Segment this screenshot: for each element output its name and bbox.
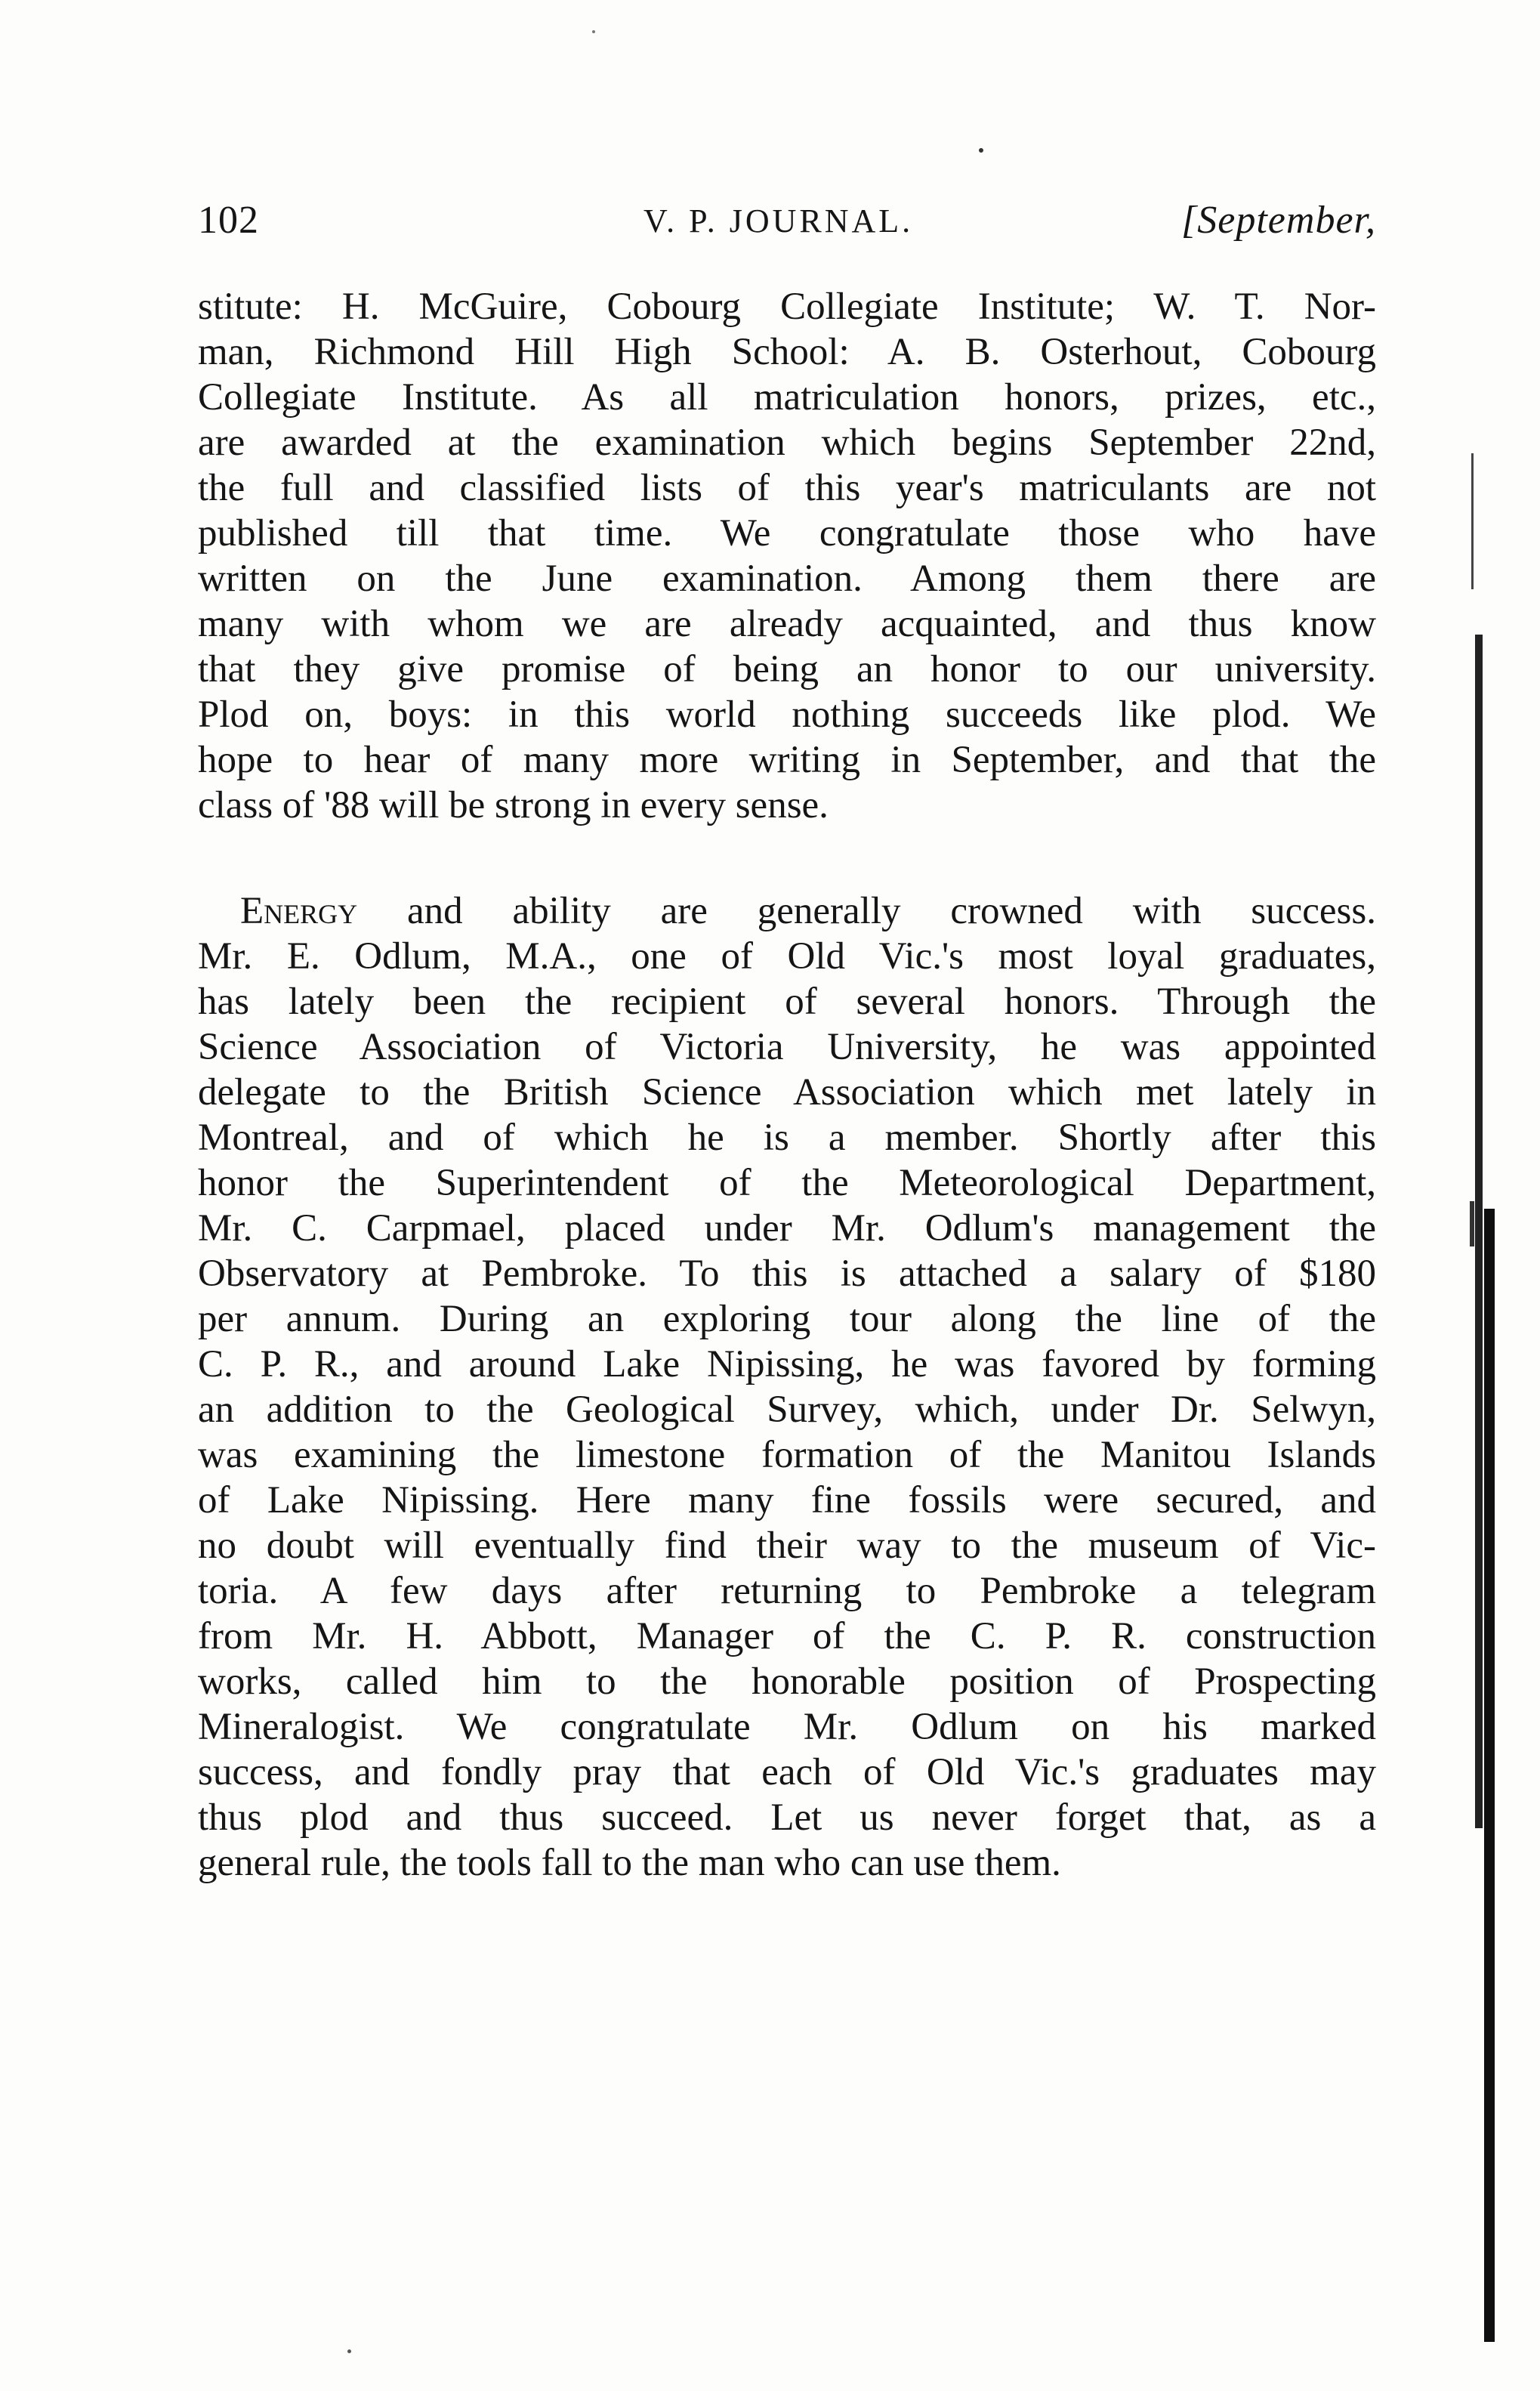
- scan-edge-shadow: [1475, 635, 1483, 1828]
- scan-speck: [979, 148, 983, 153]
- scan-edge-shadow: [1471, 453, 1474, 589]
- text-line: from Mr. H. Abbott, Manager of the C. P. R. construction: [198, 1615, 1376, 1657]
- text-line: many with whom we are already acquainted, and thus know: [198, 603, 1376, 645]
- text-line: works, called him to the honorable position of Prospecting: [198, 1660, 1376, 1703]
- text-line: thus plod and thus succeed. Let us never forget that, as a: [198, 1796, 1376, 1839]
- scan-edge-shadow: [1484, 1209, 1495, 2342]
- month-heading: [September,: [1181, 199, 1376, 242]
- first-line-rest: and ability are generally crowned with success.: [357, 890, 1376, 932]
- text-line: that they give promise of being an honor to our university.: [198, 648, 1376, 690]
- text-line: general rule, the tools fall to the man who can use them.: [198, 1842, 1061, 1884]
- text-line: Observatory at Pembroke. To this is attached a salary of $180: [198, 1253, 1376, 1295]
- text-line: stitute: H. McGuire, Cobourg Collegiate Institute; W. T. Nor-: [198, 286, 1376, 328]
- text-line: Montreal, and of which he is a member. Shortly after this: [198, 1117, 1376, 1159]
- text-line: Mr. C. Carpmael, placed under Mr. Odlum's management the: [198, 1207, 1376, 1250]
- text-line: Collegiate Institute. As all matriculation honors, prizes, etc.,: [198, 376, 1376, 419]
- journal-title: V. P. JOURNAL.: [643, 202, 914, 239]
- text-line: Mr. E. Odlum, M.A., one of Old Vic.'s most loyal graduates,: [198, 935, 1376, 978]
- text-line: published till that time. We congratulate those who have: [198, 512, 1376, 555]
- text-line: honor the Superintendent of the Meteorological Department,: [198, 1162, 1376, 1204]
- text-line: C. P. R., and around Lake Nipissing, he was favored by forming: [198, 1343, 1376, 1385]
- text-line: toria. A few days after returning to Pembroke a telegram: [198, 1570, 1376, 1612]
- text-line: hope to hear of many more writing in September, and that the: [198, 739, 1376, 781]
- scan-edge-shadow: [1470, 1201, 1474, 1246]
- scan-speck: [592, 30, 595, 33]
- text-line: an addition to the Geological Survey, which, under Dr. Selwyn,: [198, 1389, 1376, 1431]
- text-line: success, and fondly pray that each of Old Vic.'s graduates may: [198, 1751, 1376, 1793]
- text-line: Mineralogist. We congratulate Mr. Odlum on his marked: [198, 1706, 1376, 1748]
- text-line: per annum. During an exploring tour along the line of the: [198, 1298, 1376, 1340]
- text-line: was examining the limestone formation of the Manitou Islands: [198, 1434, 1376, 1476]
- text-line: delegate to the British Science Association which met lately in: [198, 1071, 1376, 1114]
- text-line: has lately been the recipient of several honors. Through the: [198, 981, 1376, 1023]
- text-line: of Lake Nipissing. Here many fine fossils were secured, and: [198, 1479, 1376, 1521]
- text-line: man, Richmond Hill High School: A. B. Osterhout, Cobourg: [198, 331, 1376, 373]
- text-line: no doubt will eventually find their way to the museum of Vic-: [198, 1524, 1376, 1567]
- text-line: are awarded at the examination which begins September 22nd,: [198, 422, 1376, 464]
- text-line: the full and classified lists of this year's matriculants are not: [198, 467, 1376, 509]
- lead-word: Energy: [240, 890, 358, 932]
- running-head: [198, 198, 1376, 258]
- text-line: Science Association of Victoria University, he was appointed: [198, 1026, 1376, 1068]
- scan-speck: [347, 2349, 351, 2353]
- text-line: class of '88 will be strong in every sense.: [198, 784, 829, 826]
- text-line: written on the June examination. Among them there are: [198, 558, 1376, 600]
- text-line: Plod on, boys: in this world nothing succeeds like plod. We: [198, 694, 1376, 736]
- text-line: [240, 888, 1376, 934]
- page-number: 102: [198, 199, 259, 242]
